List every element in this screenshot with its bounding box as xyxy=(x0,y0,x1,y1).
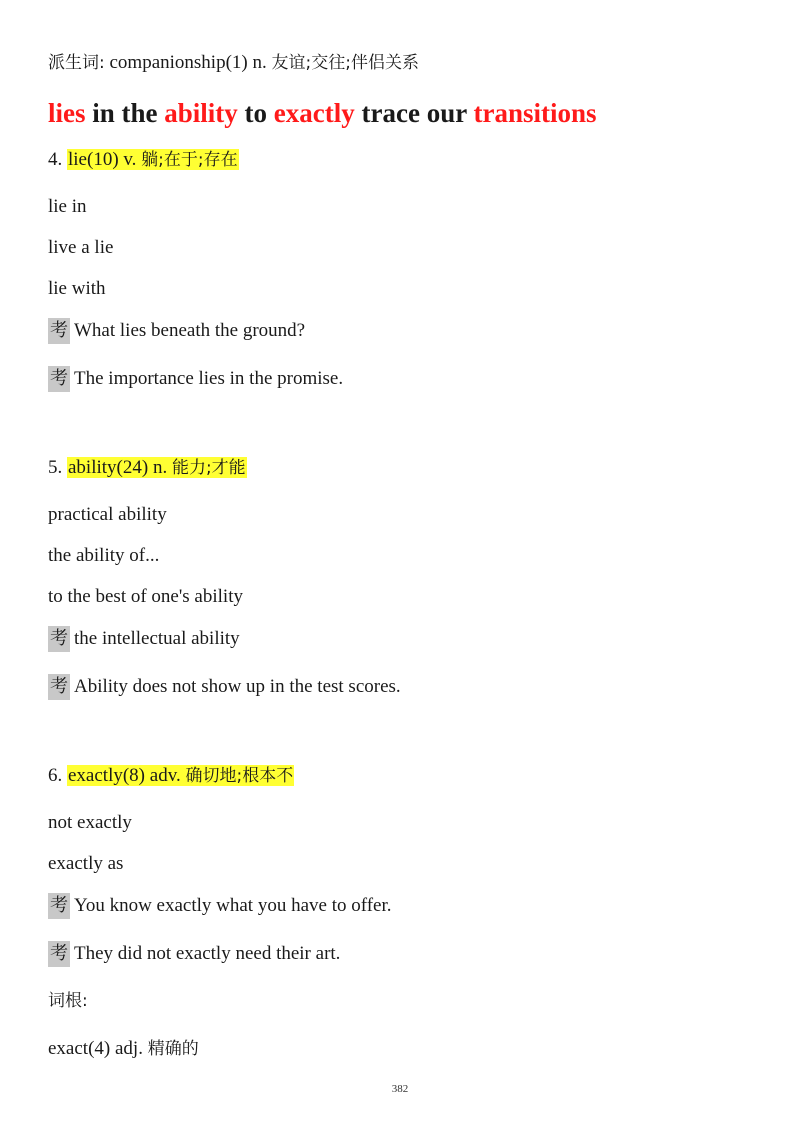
root-label: 词根: xyxy=(48,991,88,1011)
phrase-line: practical ability xyxy=(48,504,167,525)
example-text: The importance lies in the promise. xyxy=(74,368,344,389)
example-line xyxy=(48,318,305,344)
phrase-line: to the best of one's ability xyxy=(48,586,243,607)
example-text: You know exactly what you have to offer. xyxy=(74,895,392,916)
root-word: exact(4) adj. xyxy=(48,1038,143,1059)
entry-heading-ability xyxy=(48,455,247,481)
entry-highlight xyxy=(67,765,294,786)
example-line xyxy=(48,941,340,967)
entry-meaning: 躺;在于;存在 xyxy=(141,150,238,170)
phrase-line: exactly as xyxy=(48,853,124,874)
entry-number: 6. xyxy=(48,765,63,786)
phrase-line: live a lie xyxy=(48,237,114,258)
entry-word: ability(24) n. xyxy=(68,457,168,478)
derivation-label: 派生词: xyxy=(48,53,105,73)
entry-highlight xyxy=(67,149,239,170)
exam-marker: 考 xyxy=(48,893,70,919)
example-line xyxy=(48,626,240,652)
headline-keyword-lies: lies xyxy=(48,98,86,128)
entry-number: 5. xyxy=(48,457,63,478)
page-number: 382 xyxy=(391,1083,409,1095)
headline-text: in the xyxy=(92,98,158,128)
example-text: the intellectual ability xyxy=(74,628,240,649)
entry-heading-lie xyxy=(48,147,239,173)
phrase-line: not exactly xyxy=(48,812,132,833)
derivation-word: companionship(1) xyxy=(109,52,248,73)
headline-keyword-ability: ability xyxy=(164,98,238,128)
entry-word: lie(10) v. xyxy=(68,149,137,170)
phrase-line: lie with xyxy=(48,278,106,299)
exam-marker: 考 xyxy=(48,941,70,967)
headline-keyword-exactly: exactly xyxy=(273,98,355,128)
example-text: What lies beneath the ground? xyxy=(74,320,306,341)
exam-marker: 考 xyxy=(48,318,70,344)
entry-word: exactly(8) adv. xyxy=(68,765,181,786)
root-meaning: 精确的 xyxy=(147,1039,199,1059)
root-entry xyxy=(48,1036,199,1062)
exam-marker: 考 xyxy=(48,626,70,652)
headline-keyword-transitions: transitions xyxy=(473,98,597,128)
phrase-line: lie in xyxy=(48,196,87,217)
phrase-line: the ability of... xyxy=(48,545,160,566)
entry-meaning: 确切地;根本不 xyxy=(185,766,294,786)
derivation-meaning: 友谊;交往;伴侣关系 xyxy=(271,53,419,73)
exam-marker: 考 xyxy=(48,366,70,392)
derivation-pos: n. xyxy=(252,52,267,73)
entry-heading-exactly xyxy=(48,763,294,789)
example-line xyxy=(48,893,392,919)
example-text: Ability does not show up in the test scores. xyxy=(74,676,401,697)
headline-text: to xyxy=(244,98,268,128)
exam-marker: 考 xyxy=(48,674,70,700)
headline-text: trace our xyxy=(361,98,467,128)
headline-sentence xyxy=(48,97,597,129)
example-text: They did not exactly need their art. xyxy=(74,943,341,964)
example-line xyxy=(48,366,343,392)
entry-highlight xyxy=(67,457,247,478)
entry-number: 4. xyxy=(48,149,63,170)
example-line xyxy=(48,674,401,700)
entry-meaning: 能力;才能 xyxy=(171,458,246,478)
derivation-line xyxy=(48,50,419,76)
